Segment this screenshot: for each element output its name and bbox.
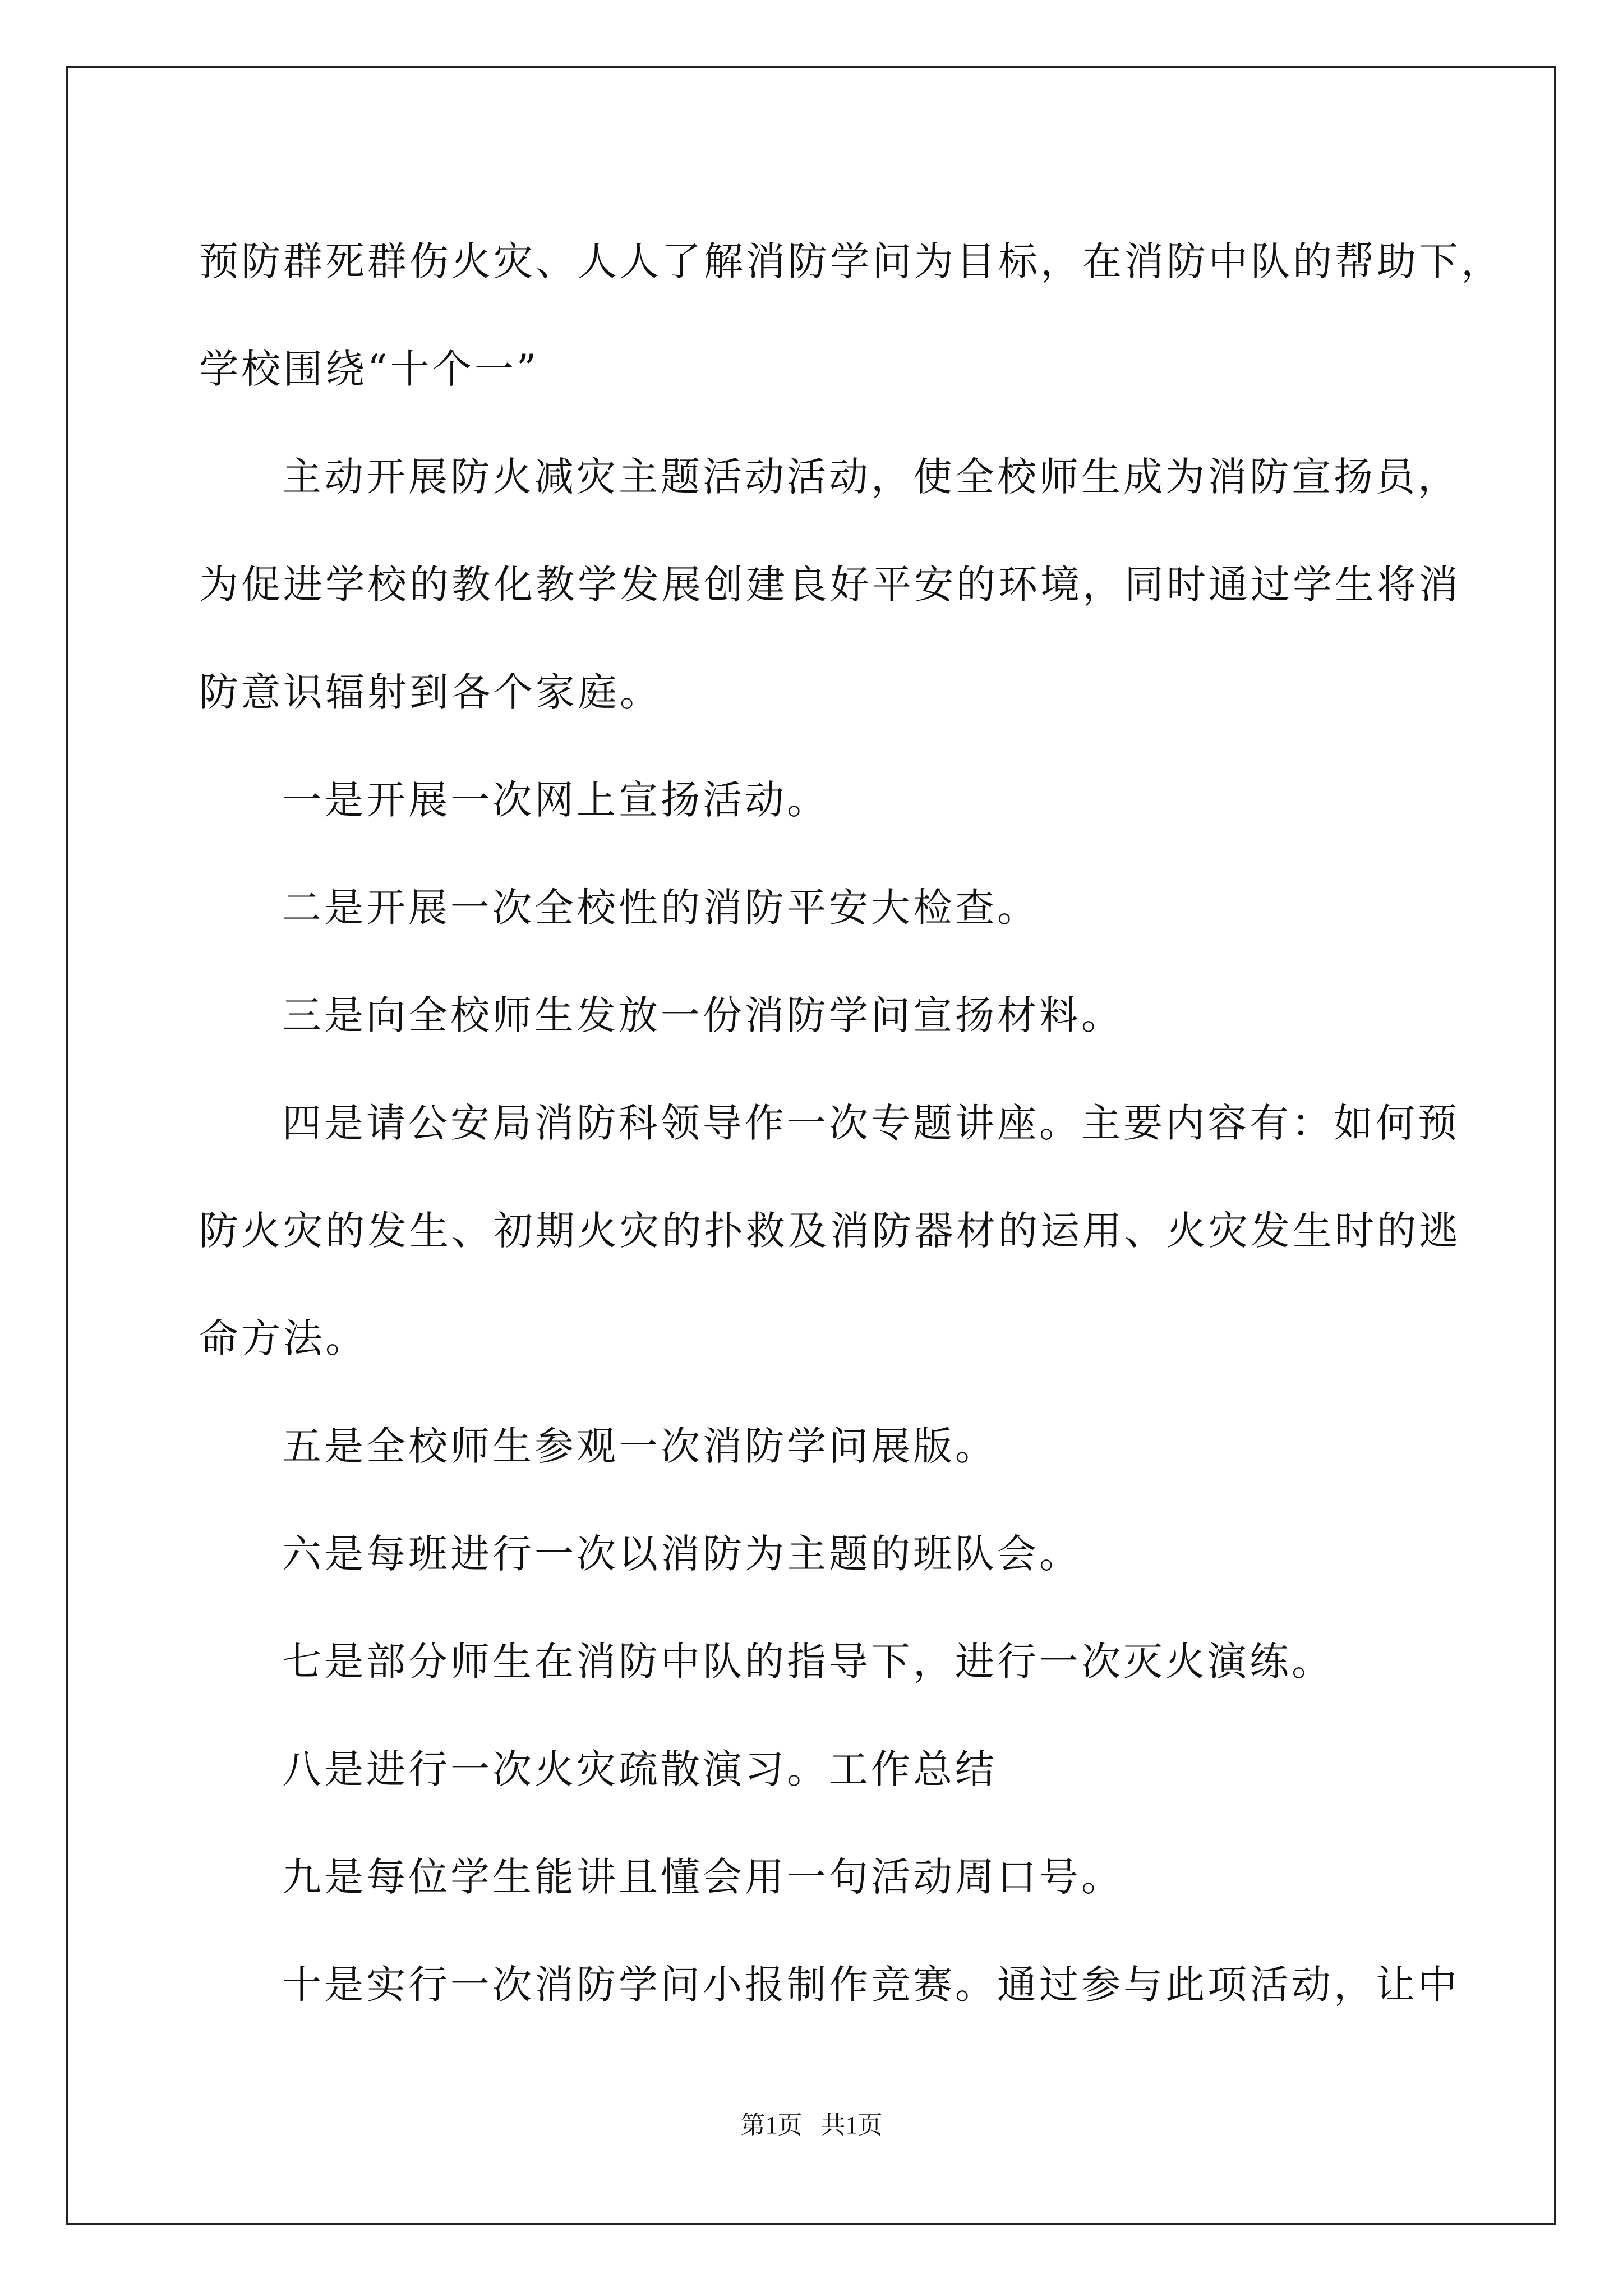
paragraph-line: 学校围绕“十个一” xyxy=(199,346,540,392)
list-item-3: 三是向全校师生发放一份消防学问宣扬材料。 xyxy=(282,992,1123,1038)
paragraph-line: 预防群死群伤火灾、人人了解消防学问为目标，在消防中队的帮助下， xyxy=(199,238,1503,284)
list-item-6: 六是每班进行一次以消防为主题的班队会。 xyxy=(282,1531,1081,1577)
list-item-9: 九是每位学生能讲且懂会用一句活动周口号。 xyxy=(282,1854,1123,1900)
list-item-2: 二是开展一次全校性的消防平安大检查。 xyxy=(282,885,1039,931)
list-item-1: 一是开展一次网上宣扬活动。 xyxy=(282,777,829,823)
page-number-footer: 第1页 共1页 xyxy=(740,2111,883,2139)
list-item-4: 四是请公安局消防科领导作一次专题讲座。主要内容有：如何预 xyxy=(282,1100,1460,1146)
paragraph-line: 为促进学校的教化教学发展创建良好平安的环境，同时通过学生将消 xyxy=(199,562,1461,608)
list-item-7: 七是部分师生在消防中队的指导下，进行一次灭火演练。 xyxy=(282,1639,1334,1685)
paragraph-line: 主动开展防火减灾主题活动活动，使全校师生成为消防宣扬员， xyxy=(282,454,1460,500)
paragraph-line: 命方法。 xyxy=(199,1315,367,1361)
document-body xyxy=(199,208,1503,2039)
list-item-10: 十是实行一次消防学问小报制作竞赛。通过参与此项活动，让中 xyxy=(282,1962,1460,2008)
list-item-8: 八是进行一次火灾疏散演习。工作总结 xyxy=(282,1746,997,1792)
list-item-5: 五是全校师生参观一次消防学问展版。 xyxy=(282,1423,997,1469)
paragraph-line: 防火灾的发生、初期火灾的扑救及消防器材的运用、火灾发生时的逃 xyxy=(199,1208,1461,1254)
paragraph-line: 防意识辐射到各个家庭。 xyxy=(199,669,662,715)
